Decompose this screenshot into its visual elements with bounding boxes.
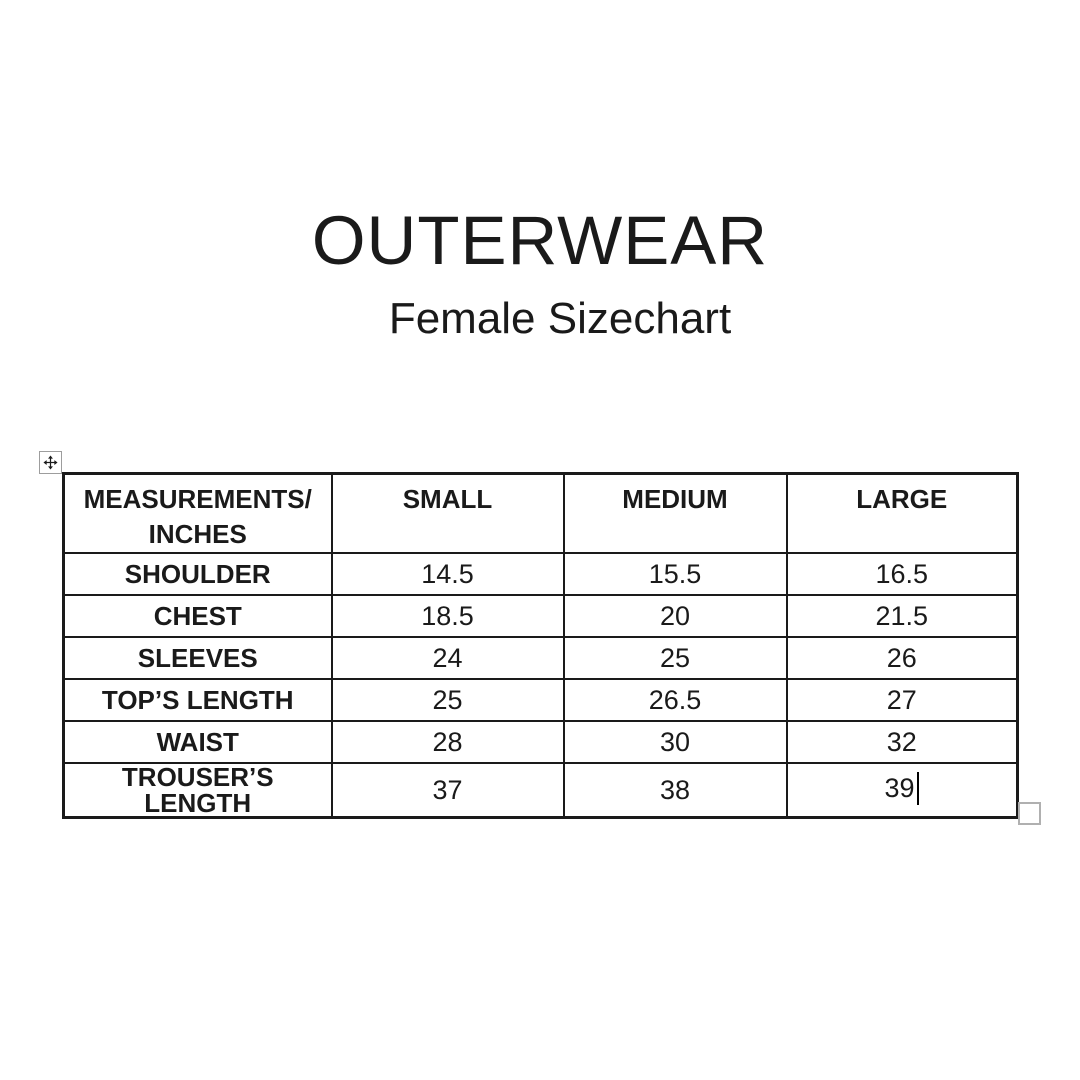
cell-chest-small[interactable]: 18.5 <box>332 595 564 637</box>
cell-waist-small[interactable]: 28 <box>332 721 564 763</box>
cell-tops-length-medium[interactable]: 26.5 <box>564 679 787 721</box>
row-label-chest[interactable]: CHEST <box>64 595 332 637</box>
cell-trousers-length-large[interactable] <box>787 763 1018 818</box>
female-sizechart-table <box>62 472 1019 819</box>
cell-sleeves-medium[interactable]: 25 <box>564 637 787 679</box>
page-title: OUTERWEAR <box>311 202 769 279</box>
cell-tops-length-large[interactable]: 27 <box>787 679 1018 721</box>
row-label-sleeves[interactable]: SLEEVES <box>64 637 332 679</box>
header-cell-measurements[interactable] <box>64 474 332 554</box>
header-measurements-line2: INCHES <box>148 519 247 550</box>
cell-chest-medium[interactable]: 20 <box>564 595 787 637</box>
table-row <box>64 679 1018 721</box>
cell-shoulder-large[interactable]: 16.5 <box>787 553 1018 595</box>
cell-waist-medium[interactable]: 30 <box>564 721 787 763</box>
table-resize-handle[interactable] <box>1018 802 1041 825</box>
cell-sleeves-large[interactable]: 26 <box>787 637 1018 679</box>
table-row <box>64 595 1018 637</box>
cell-tops-length-small[interactable]: 25 <box>332 679 564 721</box>
cell-waist-large[interactable]: 32 <box>787 721 1018 763</box>
header-cell-medium[interactable]: MEDIUM <box>564 474 787 554</box>
cell-shoulder-medium[interactable]: 15.5 <box>564 553 787 595</box>
cell-trousers-length-large-value: 39 <box>884 773 915 804</box>
move-arrows-icon <box>43 455 58 470</box>
cell-chest-large[interactable]: 21.5 <box>787 595 1018 637</box>
table-row <box>64 721 1018 763</box>
row-label-trousers-length[interactable]: TROUSER’S LENGTH <box>64 763 332 818</box>
table-row <box>64 553 1018 595</box>
text-caret <box>917 772 920 805</box>
header-cell-large[interactable]: LARGE <box>787 474 1018 554</box>
table-row <box>64 763 1018 818</box>
header-measurements-line1: MEASUREMENTS/ <box>83 484 312 514</box>
row-label-waist[interactable]: WAIST <box>64 721 332 763</box>
cell-trousers-length-small[interactable]: 37 <box>332 763 564 818</box>
row-label-shoulder[interactable]: SHOULDER <box>64 553 332 595</box>
cell-sleeves-small[interactable]: 24 <box>332 637 564 679</box>
row-label-tops-length[interactable]: TOP’S LENGTH <box>64 679 332 721</box>
cell-shoulder-small[interactable]: 14.5 <box>332 553 564 595</box>
table-row <box>64 637 1018 679</box>
table-header-row <box>64 474 1018 554</box>
page-subtitle: Female Sizechart <box>388 294 732 343</box>
cell-trousers-length-medium[interactable]: 38 <box>564 763 787 818</box>
table-move-handle[interactable] <box>39 451 62 474</box>
header-cell-small[interactable]: SMALL <box>332 474 564 554</box>
